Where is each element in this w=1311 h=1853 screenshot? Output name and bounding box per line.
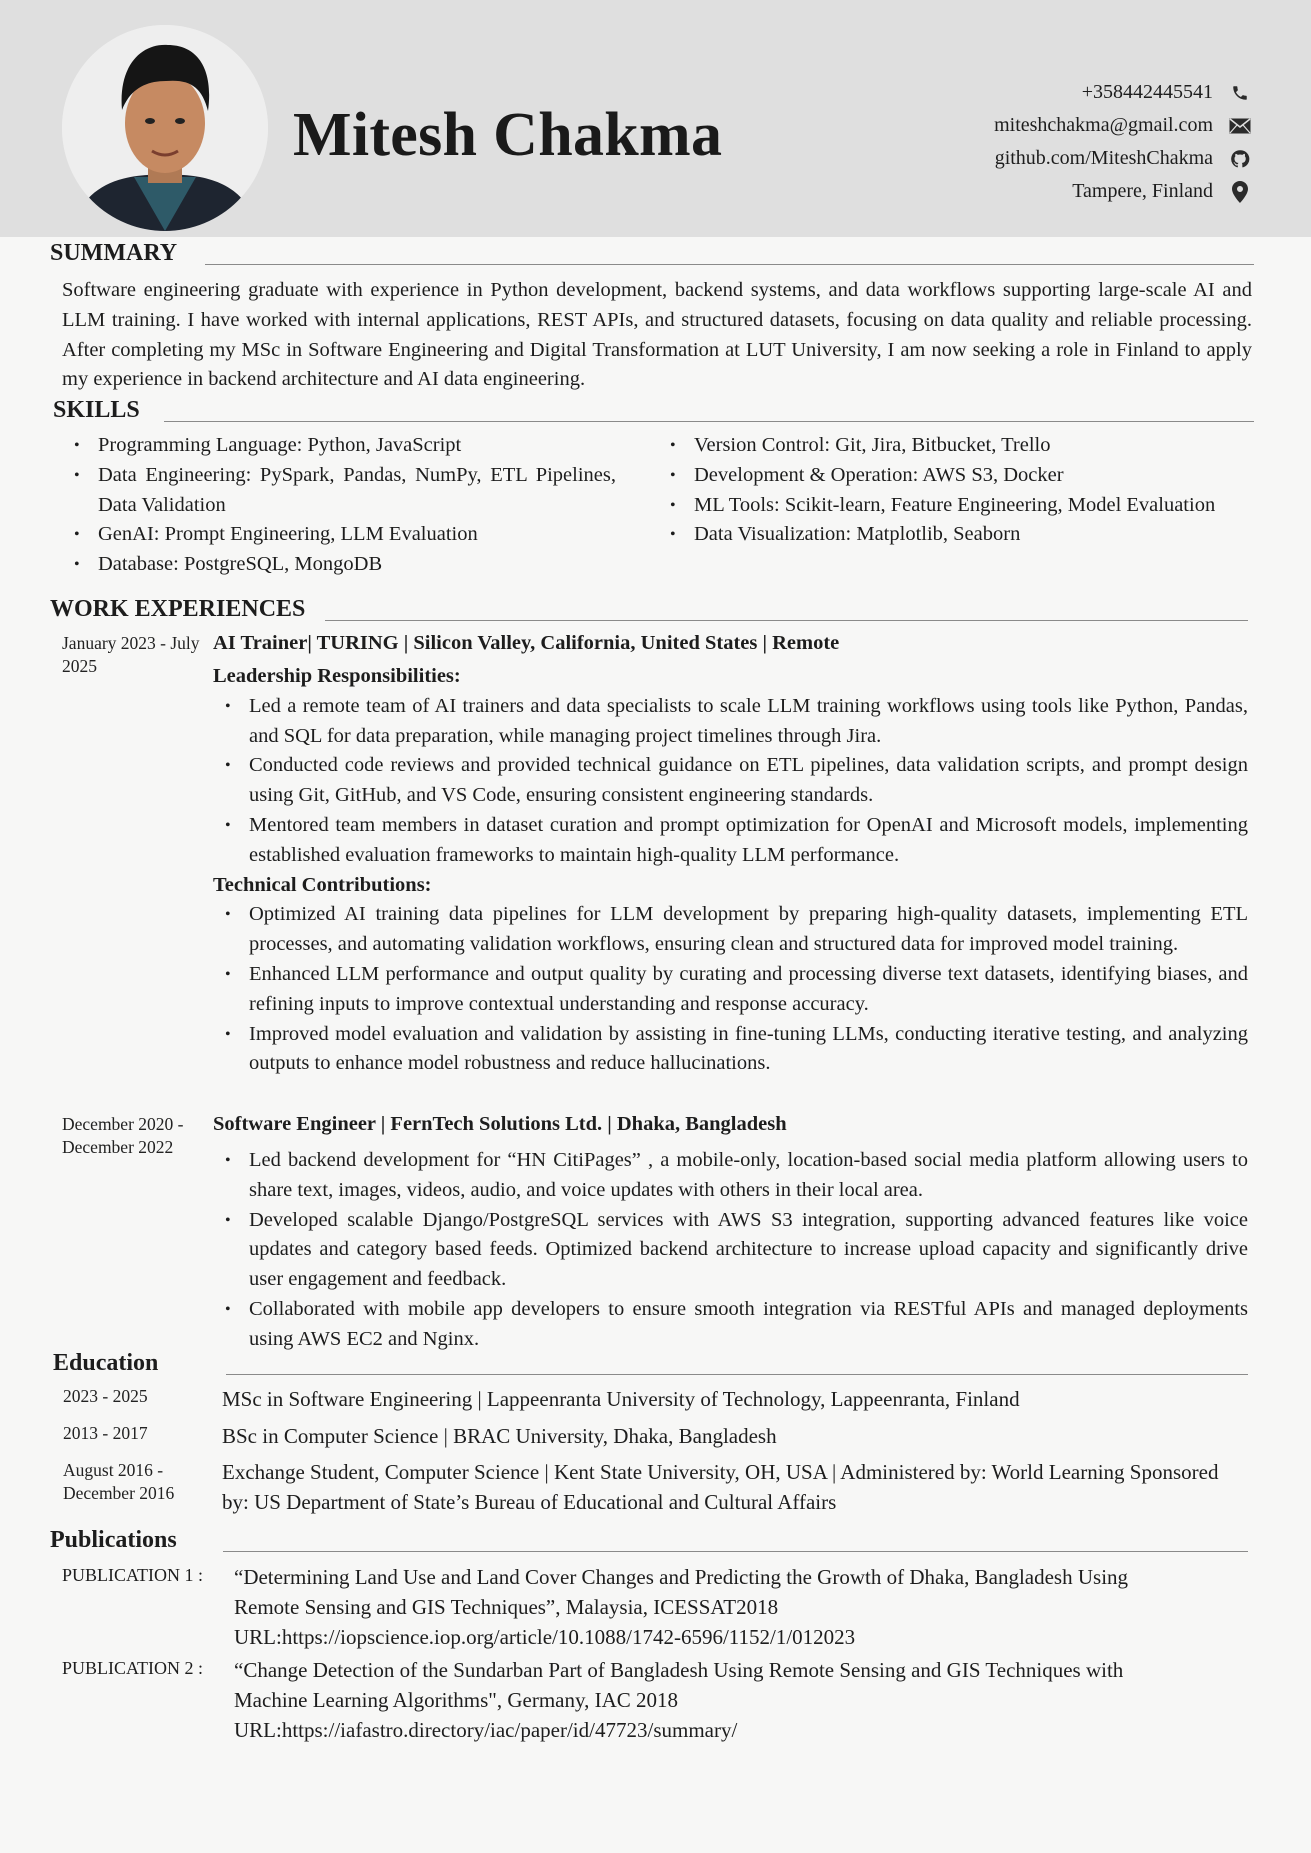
job-details (213, 662, 1248, 1079)
resume-header (0, 0, 1311, 237)
contact-location-text: Tampere, Finland (1072, 180, 1213, 202)
profile-photo (62, 25, 268, 231)
job-dates: December 2020 - December 2022 (62, 1114, 184, 1157)
contact-location (994, 175, 1251, 208)
publication-line: Remote Sensing and GIS Techniques”, Malaysia, ICESSAT2018 (234, 1595, 779, 1619)
publication-url[interactable]: URL:https://iopscience.iop.org/article/10.1088/1742-6596/1152/1/012023 (234, 1625, 856, 1649)
skills-right-column (658, 431, 1218, 550)
education-title: Education (53, 1350, 159, 1376)
job-bullet: • Developed scalable Django/PostgreSQL services with AWS S3 integration, supporting advanced features like voice updates and category based feeds. Optimized backend architecture to increase upload capacity and significantly drive user engagement and feedback. (213, 1206, 1248, 1295)
skill-item: • Development & Operation: AWS S3, Docker (658, 461, 1218, 491)
job-subheading: Technical Contributions: (213, 873, 432, 896)
job-bullet: • Enhanced LLM performance and output quality by curating and processing diverse text datasets, identifying biases, and refining inputs to improve contextual understanding and response accuracy. (213, 960, 1248, 1020)
job-bullet: • Led backend development for “HN CitiPages” , a mobile-only, location-based social media platform allowing users to share text, images, videos, audio, and voice updates with others in their local area. (213, 1146, 1248, 1206)
section-divider (325, 620, 1248, 621)
job-bullet: • Mentored team members in dataset curation and prompt optimization for OpenAI and Microsoft models, implementing established evaluation frameworks to maintain high-quality LLM performance. (213, 811, 1248, 871)
skill-item: • GenAI: Prompt Engineering, LLM Evaluation (62, 520, 616, 550)
publication-url[interactable]: URL:https://iafastro.directory/iac/paper/id/47723/summary/ (234, 1718, 738, 1742)
job-title: AI Trainer| TURING | Silicon Valley, California, United States | Remote (213, 632, 840, 654)
section-divider (205, 264, 1254, 265)
job-bullet: • Conducted code reviews and provided technical guidance on ETL pipelines, data validation scripts, and prompt design using Git, GitHub, and VS Code, ensuring consistent engineering standards. (213, 751, 1248, 811)
education-entry: MSc in Software Engineering | Lappeenranta University of Technology, Lappeenranta, Finland (222, 1387, 1020, 1411)
skill-item: • Data Visualization: Matplotlib, Seaborn (658, 520, 1218, 550)
publications-section-header (50, 1527, 1248, 1554)
contact-phone-text: +358442445541 (1081, 81, 1213, 103)
person-name: Mitesh Chakma (293, 101, 723, 169)
skill-item: • Data Engineering: PySpark, Pandas, NumPy, ETL Pipelines, Data Validation (62, 461, 616, 521)
github-icon (1229, 148, 1251, 170)
publication-entry (234, 1655, 1249, 1745)
job-subheading: Leadership Responsibilities: (213, 665, 461, 687)
envelope-icon (1229, 115, 1251, 137)
contact-github-text: github.com/MiteshChakma (994, 147, 1213, 169)
publication-label: PUBLICATION 1 : (62, 1565, 204, 1585)
job-bullet: • Optimized AI training data pipelines for LLM development by preparing high-quality datasets, implementing ETL processes, and automating validation workflows, ensuring clean and structured data for improved model training. (213, 900, 1248, 960)
education-section-header (53, 1350, 1248, 1377)
publication-line: “Change Detection of the Sundarban Part of Bangladesh Using Remote Sensing and GIS Techniques with (234, 1658, 1124, 1682)
education-entry: Exchange Student, Computer Science | Kent State University, OH, USA | Administered by: World Learning Sponsored by: US Department of State’s Bureau of Educational and Cultural Affairs (222, 1460, 1219, 1514)
skills-section-header (53, 397, 1254, 424)
skill-item: • ML Tools: Scikit-learn, Feature Engineering, Model Evaluation (658, 491, 1218, 521)
location-pin-icon (1229, 181, 1251, 203)
job-dates: January 2023 - July 2025 (62, 633, 200, 676)
publication-label: PUBLICATION 2 : (62, 1658, 204, 1678)
job-title: Software Engineer | FernTech Solutions Ltd. | Dhaka, Bangladesh (213, 1113, 787, 1135)
publication-line: Machine Learning Algorithms", Germany, IAC 2018 (234, 1688, 679, 1712)
skills-left-column (62, 431, 616, 580)
contact-email[interactable] (994, 109, 1251, 142)
skill-item: • Database: PostgreSQL, MongoDB (62, 550, 616, 580)
work-title: WORK EXPERIENCES (50, 596, 306, 622)
job-bullet: • Led a remote team of AI trainers and data specialists to scale LLM training workflows using tools like Python, Pandas, and SQL for data preparation, while managing project timelines through Jira. (213, 692, 1248, 752)
contact-phone[interactable] (994, 76, 1251, 109)
summary-title: SUMMARY (50, 240, 178, 266)
contact-email-text: miteshchakma@gmail.com (994, 114, 1213, 136)
contact-github[interactable] (994, 142, 1251, 175)
phone-icon (1229, 82, 1251, 104)
education-entry: BSc in Computer Science | BRAC University, Dhaka, Bangladesh (222, 1424, 777, 1448)
job-details (213, 1146, 1248, 1355)
publication-entry (234, 1562, 1249, 1652)
work-section-header (50, 596, 1248, 623)
job-bullet: • Collaborated with mobile app developers to ensure smooth integration via RESTful APIs and managed deployments using AWS EC2 and Nginx. (213, 1295, 1248, 1355)
education-dates: August 2016 - December 2016 (63, 1460, 175, 1503)
skill-item: • Version Control: Git, Jira, Bitbucket, Trello (658, 431, 1218, 461)
skill-item: • Programming Language: Python, JavaScript (62, 431, 616, 461)
publication-line: “Determining Land Use and Land Cover Changes and Predicting the Growth of Dhaka, Bangladesh Using (234, 1565, 1129, 1589)
summary-section-header (50, 240, 1254, 267)
summary-text: Software engineering graduate with experience in Python development, backend systems, and data workflows supporting large-scale AI and LLM training. I have worked with internal applications, REST APIs, and structured datasets, focusing on data quality and reliable processing. After completing my MSc in Software Engineering and Digital Transformation at LUT University, I am now seeking a role in Finland to apply my experience in backend architecture and AI data engineering. (62, 279, 1252, 391)
skills-title: SKILLS (53, 397, 140, 423)
section-divider (226, 1374, 1248, 1375)
section-divider (223, 1551, 1248, 1552)
education-dates: 2023 - 2025 (63, 1386, 148, 1406)
section-divider (164, 421, 1254, 422)
education-dates: 2013 - 2017 (63, 1423, 148, 1443)
publications-title: Publications (50, 1527, 177, 1553)
job-bullet: • Improved model evaluation and validation by assisting in fine-tuning LLMs, conducting iterative testing, and analyzing outputs to enhance model robustness and reduce hallucinations. (213, 1020, 1248, 1080)
contact-list (994, 76, 1251, 208)
